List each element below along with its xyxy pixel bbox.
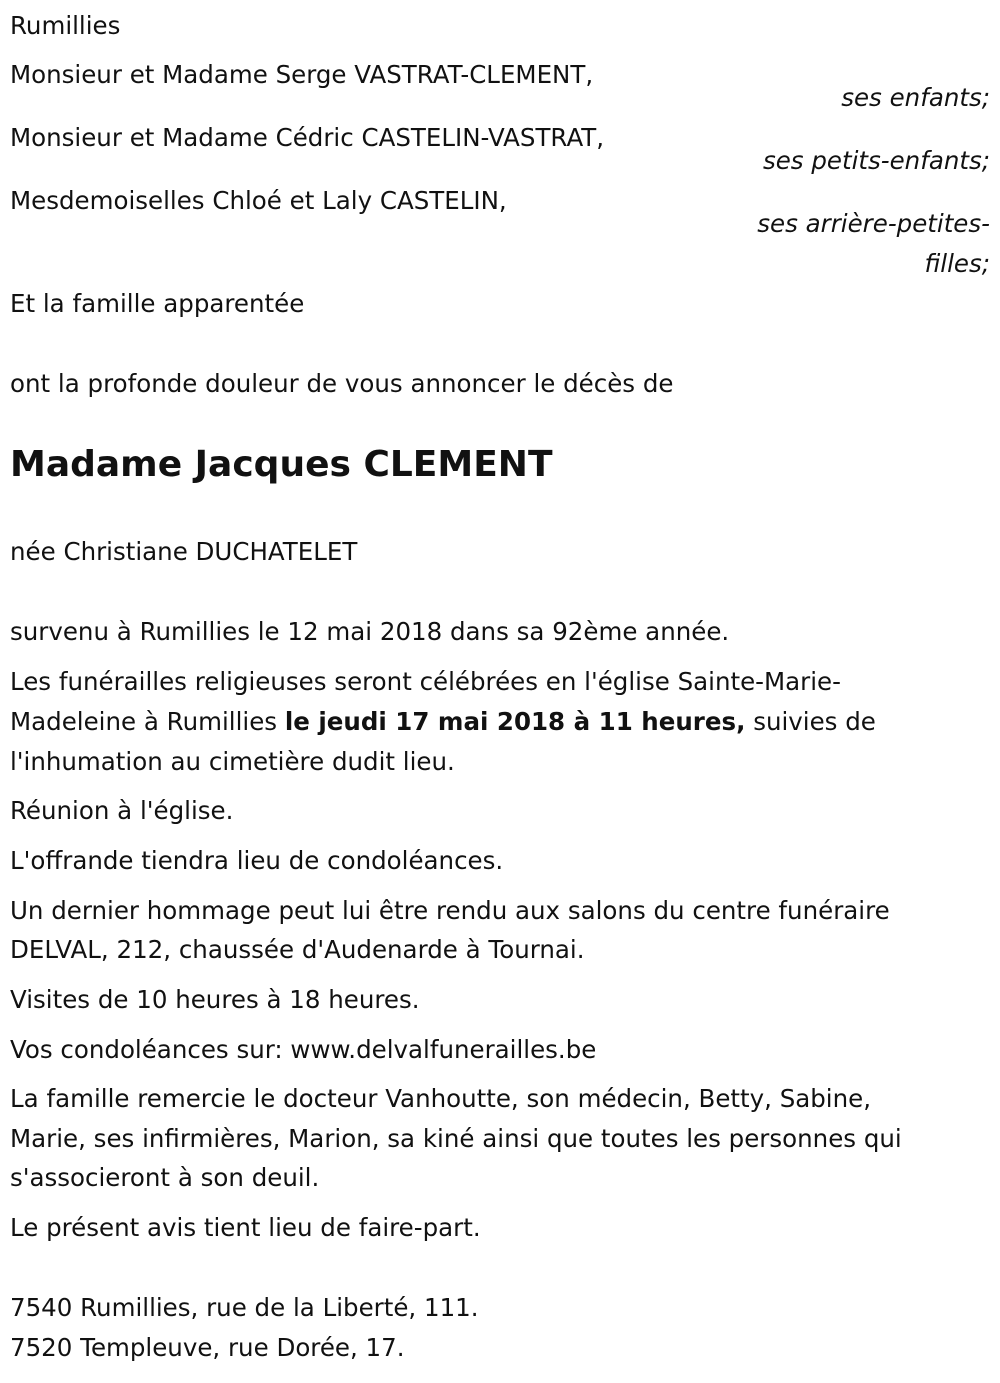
funeral-date-time: le jeudi 17 mai 2018 à 11 heures, (284, 707, 746, 736)
family-grandchildren-relation: ses petits-enfants; (762, 146, 990, 175)
announcement-text: ont la profonde douleur de vous annoncer le décès de (10, 369, 674, 398)
deceased-name: Madame Jacques CLEMENT (10, 444, 553, 485)
funeral-line-2-end: suivies de (745, 707, 876, 736)
family-great-grandchildren-relation-line1: ses arrière-petites- (757, 209, 990, 238)
family-grandchildren-names: Monsieur et Madame Cédric CASTELIN-VASTRAT, (10, 123, 605, 152)
town-header: Rumillies (10, 11, 121, 40)
birth-name: née Christiane DUCHATELET (10, 537, 358, 566)
family-children-relation: ses enfants; (841, 83, 990, 112)
notice-text: Le présent avis tient lieu de faire-part. (10, 1213, 481, 1242)
death-info: survenu à Rumillies le 12 mai 2018 dans sa 92ème année. (10, 617, 730, 646)
meeting-info: Réunion à l'église. (10, 796, 234, 825)
funeral-line-2 (10, 702, 876, 742)
thanks-line-1: La famille remercie le docteur Vanhoutte, son médecin, Betty, Sabine, (10, 1084, 872, 1113)
tribute-line-2: DELVAL, 212, chaussée d'Audenarde à Tournai. (10, 935, 585, 964)
thanks-line-3: s'associeront à son deuil. (10, 1163, 320, 1192)
tribute-line-1: Un dernier hommage peut lui être rendu aux salons du centre funéraire (10, 896, 890, 925)
visits-info: Visites de 10 heures à 18 heures. (10, 985, 420, 1014)
thanks-line-2: Marie, ses infirmières, Marion, sa kiné ainsi que toutes les personnes qui (10, 1124, 902, 1153)
address-templeuve: 7520 Templeuve, rue Dorée, 17. (10, 1333, 405, 1362)
offering-info: L'offrande tiendra lieu de condoléances. (10, 846, 504, 875)
address-rumillies: 7540 Rumillies, rue de la Liberté, 111. (10, 1293, 479, 1322)
condolences-info: Vos condoléances sur: www.delvalfunerailles.be (10, 1035, 597, 1064)
family-great-grandchildren-names: Mesdemoiselles Chloé et Laly CASTELIN, (10, 186, 507, 215)
funeral-place: Madeleine à Rumillies (10, 707, 285, 736)
family-children-names: Monsieur et Madame Serge VASTRAT-CLEMENT, (10, 60, 594, 89)
funeral-line-1: Les funérailles religieuses seront célébrées en l'église Sainte-Marie- (10, 667, 841, 696)
family-great-grandchildren-relation-line2: filles; (924, 249, 990, 278)
extended-family: Et la famille apparentée (10, 289, 305, 318)
funeral-line-3: l'inhumation au cimetière dudit lieu. (10, 747, 455, 776)
